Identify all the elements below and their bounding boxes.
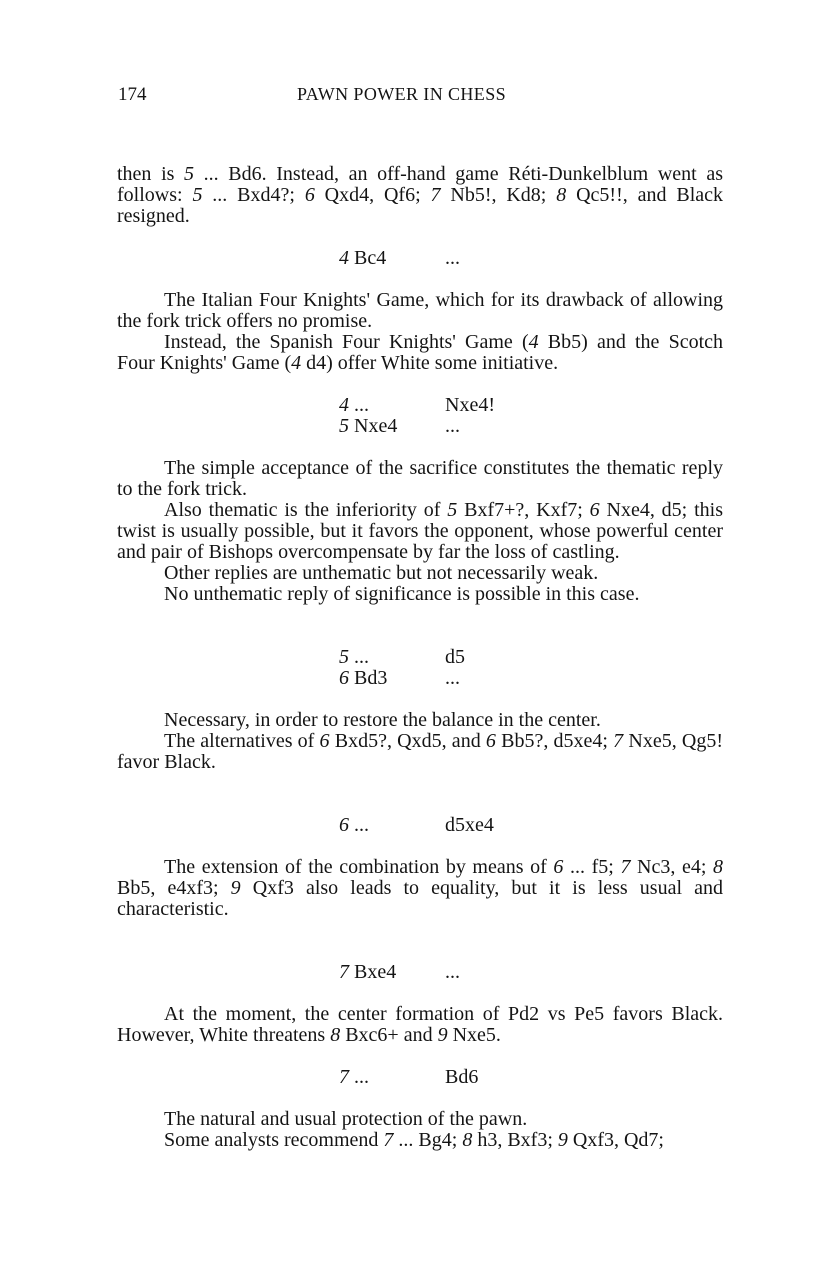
paragraph-simple-acceptance: The simple acceptance of the sacrifice constitutes the thematic reply to the fork trick. Also thematic is the inferiority of 5 Bxf7+?, Kxf7; 6 Nxe4, d5; this twist is usually possible, but it favors the opponent, whose powerful center and pair of Bishops overcompensate by far the loss of castling. Other replies are unthematic but not necessarily weak. No unthematic reply of significance is possible in this case. — [117, 457, 723, 605]
paragraph-reti-dunkelblum: then is 5 ... Bd6. Instead, an off-hand game Réti-Dunkelblum went as follows: 5 ... Bxd4?; 6 Qxd4, Qf6; 7 Nb5!, Kd8; 8 Qc5!!, and Black resigned. — [117, 163, 724, 227]
move-line: 7 ... Bd6 — [339, 1066, 479, 1088]
move-line: 5 Nxe4 ... — [339, 415, 460, 437]
move-line: 6 ... d5xe4 — [339, 814, 494, 836]
move-line: 4 ... Nxe4! — [339, 394, 495, 416]
page-header — [118, 84, 718, 106]
paragraph-center-formation: At the moment, the center formation of Pd2 vs Pe5 favors Black. However, White threatens 8 Bxc6+ and 9 Nxe5. — [117, 1003, 723, 1046]
move-line: 4 Bc4 ... — [339, 247, 460, 269]
move-line: 5 ... d5 — [339, 646, 465, 668]
paragraph-extension-combination: The extension of the combination by means of 6 ... f5; 7 Nc3, e4; 8 Bb5, e4xf3; 9 Qxf3 also leads to equality, but it is less usual and characteristic. — [117, 856, 724, 920]
move-line: 6 Bd3 ... — [339, 667, 460, 689]
page-number: 174 — [118, 84, 147, 105]
running-title: PAWN POWER IN CHESS — [297, 84, 507, 104]
paragraph-natural-protection: The natural and usual protection of the pawn. Some analysts recommend 7 ... Bg4; 8 h3, Bxf3; 9 Qxf3, Qd7; — [164, 1108, 664, 1151]
paragraph-italian-four-knights: The Italian Four Knights' Game, which for its drawback of allowing the fork trick offers no promise. Instead, the Spanish Four Knights' Game (4 Bb5) and the Scotch Four Knights' Game (4 d4) offer White some initiative. — [117, 289, 724, 374]
paragraph-restore-balance: Necessary, in order to restore the balance in the center. The alternatives of 6 Bxd5?, Qxd5, and 6 Bb5?, d5xe4; 7 Nxe5, Qg5! favor Black. — [117, 709, 723, 773]
move-line: 7 Bxe4 ... — [339, 961, 460, 983]
